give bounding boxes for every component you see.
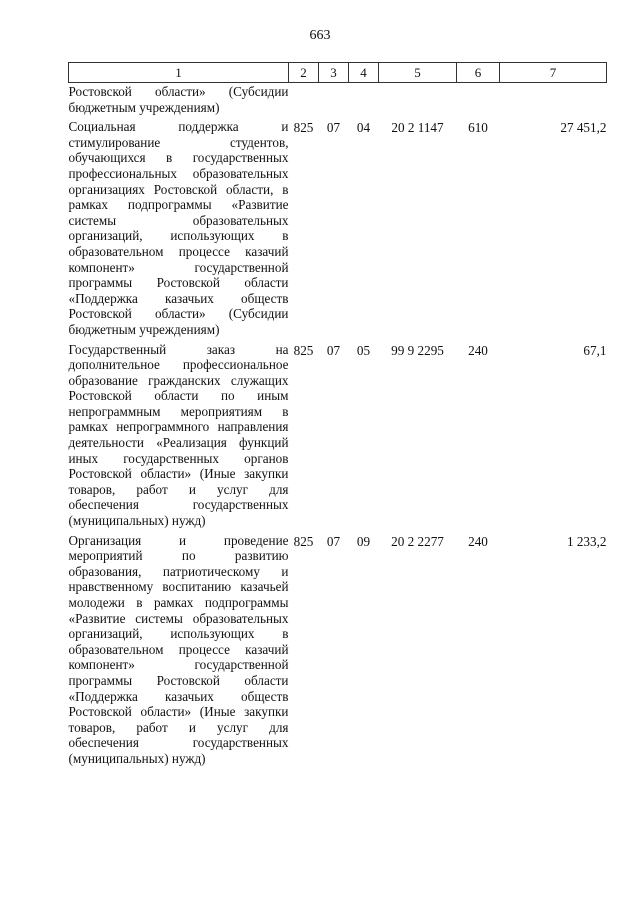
row-ved: 825 (293, 342, 314, 358)
row-sum: 1 233,2 (566, 533, 607, 549)
row-pr: 05 (356, 342, 371, 358)
row-vr (457, 83, 500, 116)
table-row (69, 83, 607, 116)
budget-table (68, 62, 607, 767)
table-row (69, 338, 607, 529)
row-csr: 99 9 2295 (391, 342, 444, 358)
row-rz: 07 (326, 533, 341, 549)
row-description: Государственный заказ на дополнительное профессиональное образование гражданских служащих Ростовской области по иным непрограммным мероприятиям в рамках непрограммного направления деятельности «Реализация функций иных государственных органов Ростовской области» (Иные закупки товаров, работ и услуг для обеспечения государственных (муниципальных) нужд) (68, 341, 289, 529)
row-rz: 07 (326, 120, 341, 136)
column-header-4: 4 (349, 63, 379, 83)
row-vr: 240 (468, 533, 488, 549)
row-csr: 20 2 2277 (391, 533, 444, 549)
row-ved: 825 (293, 533, 314, 549)
column-header-3: 3 (319, 63, 349, 83)
column-header-5: 5 (379, 63, 457, 83)
row-sum (500, 83, 607, 116)
row-description: Организация и проведение мероприятий по развитию образования, патриотическому и нравственному воспитанию казачьей молодежи в рамках подпрограммы «Развитие системы образовательных организаций, использующих в образовательном процессе казачий компонент» государственной программы Ростовской области «Поддержка казачьих обществ Ростовской области» (Иные закупки товаров, работ и услуг для обеспечения государственных (муниципальных) нужд) (68, 532, 289, 766)
row-description: Ростовской области» (Субсидии бюджетным учреждениям) (68, 84, 289, 115)
column-header-2: 2 (289, 63, 319, 83)
column-header-6: 6 (457, 63, 500, 83)
row-rz: 07 (326, 342, 341, 358)
column-header-1: 1 (69, 63, 289, 83)
row-vr: 610 (468, 120, 488, 136)
row-pr (349, 83, 379, 116)
row-ved: 825 (293, 120, 314, 136)
row-vr: 240 (468, 342, 488, 358)
row-csr: 20 2 1147 (391, 120, 444, 136)
row-pr: 09 (356, 533, 371, 549)
row-ved (289, 83, 319, 116)
row-csr (379, 83, 457, 116)
header-row (69, 63, 607, 83)
table-row (69, 529, 607, 767)
row-sum: 27 451,2 (560, 120, 607, 136)
page-number: 663 (309, 28, 331, 43)
table-row (69, 115, 607, 337)
row-pr: 04 (356, 120, 371, 136)
row-description: Социальная поддержка и стимулирование студентов, обучающихся в государственных профессиональных образовательных организациях Ростовской области, в рамках подпрограммы «Развитие системы образовательных организаций, использующих в образовательном процессе казачий компонент» государственной программы Ростовской области «Поддержка казачьих обществ Ростовской области» (Субсидии бюджетным учреждениям) (68, 119, 289, 337)
column-header-7: 7 (500, 63, 607, 83)
row-sum: 67,1 (583, 342, 607, 358)
row-rz (319, 83, 349, 116)
